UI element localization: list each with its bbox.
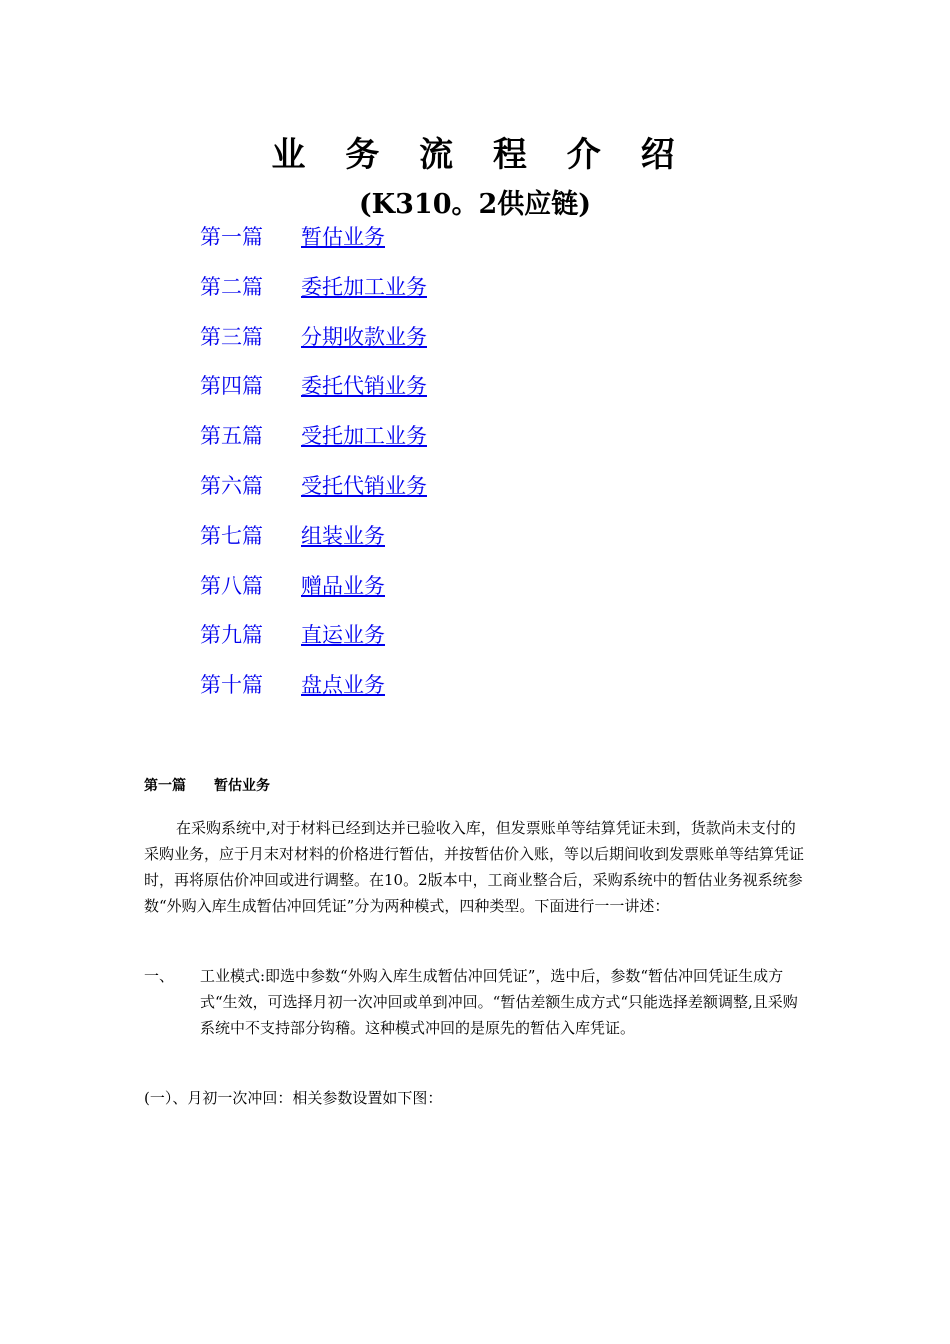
- section-title: 暂估业务: [214, 778, 270, 794]
- toc-chapter-number: 第十篇: [200, 673, 263, 698]
- toc-item: [200, 272, 427, 322]
- toc-chapter-title: 委托代销业务: [301, 374, 427, 399]
- toc-link-6[interactable]: [200, 474, 427, 498]
- toc-link-4[interactable]: [200, 374, 427, 398]
- toc-chapter-title: 盘点业务: [301, 673, 385, 698]
- toc-chapter-title: 直运业务: [301, 623, 385, 648]
- toc-link-5[interactable]: [200, 424, 427, 448]
- toc-chapter-title: 暂估业务: [301, 225, 385, 249]
- toc-link-3[interactable]: [200, 325, 427, 349]
- toc-item: [200, 670, 427, 720]
- toc-item: [200, 371, 427, 421]
- section-number: 第一篇: [144, 778, 186, 794]
- toc-chapter-title: 组装业务: [301, 523, 385, 548]
- toc-link-7[interactable]: [200, 524, 385, 548]
- toc-chapter-number: 第三篇: [200, 324, 263, 349]
- toc-chapter-title: 受托加工业务: [301, 424, 427, 449]
- toc-item: [200, 471, 427, 521]
- section-heading: [144, 775, 270, 795]
- toc-chapter-title: 赠品业务: [301, 573, 385, 598]
- toc-chapter-number: 第一篇: [200, 225, 263, 249]
- toc-item: [200, 521, 427, 571]
- toc-chapter-number: 第二篇: [200, 274, 263, 299]
- intro-paragraph: 在采购系统中,对于材料已经到达并已验收入库，但发票账单等结算凭证未到，货款尚未支付的采购业务，应于月末对材料的价格进行暂估，并按暂估价入账，等以后期间收到发票账单等结算凭证时，再将原估价冲回或进行调整。在10。2版本中，工商业整合后，采购系统中的暂估业务视系统参数“外购入库生成暂估冲回凭证”分为两种模式，四种类型。下面进行一一讲述：: [144, 819, 805, 915]
- toc-chapter-number: 第八篇: [200, 573, 263, 598]
- page-title: 业 务 流 程 介 绍: [271, 135, 689, 175]
- toc-chapter-title: 分期收款业务: [301, 324, 427, 349]
- toc-link-2[interactable]: [200, 275, 427, 299]
- page-subtitle: (K310。2供应链): [358, 189, 592, 220]
- toc-chapter-title: 委托加工业务: [301, 274, 427, 299]
- toc-chapter-number: 第六篇: [200, 473, 263, 498]
- list-item-number: 一、: [144, 967, 175, 985]
- toc-link-1[interactable]: [200, 225, 385, 249]
- toc-link-8[interactable]: [200, 574, 385, 598]
- list-item-text: 工业模式:即选中参数“外购入库生成暂估冲回凭证”，选中后，参数“暂估冲回凭证生成方式“生效，可选择月初一次冲回或单到冲回。“暂估差额生成方式“只能选择差额调整,且采购系统中不支持部分钩稽。这种模式冲回的是原先的暂估入库凭证。: [200, 967, 798, 1037]
- sub-item-heading: (一）、月初一次冲回：相关参数设置如下图：: [144, 1089, 443, 1107]
- toc-chapter-number: 第九篇: [200, 623, 263, 648]
- toc-chapter-number: 第七篇: [200, 523, 263, 548]
- toc-item: [200, 222, 427, 272]
- toc-link-10[interactable]: [200, 673, 385, 697]
- toc-chapter-title: 受托代销业务: [301, 473, 427, 498]
- toc-item: [200, 421, 427, 471]
- table-of-contents: [200, 222, 427, 720]
- toc-link-9[interactable]: [200, 623, 385, 647]
- toc-item: [200, 322, 427, 372]
- toc-chapter-number: 第四篇: [200, 374, 263, 399]
- toc-item: [200, 571, 427, 621]
- toc-item: [200, 620, 427, 670]
- toc-chapter-number: 第五篇: [200, 424, 263, 449]
